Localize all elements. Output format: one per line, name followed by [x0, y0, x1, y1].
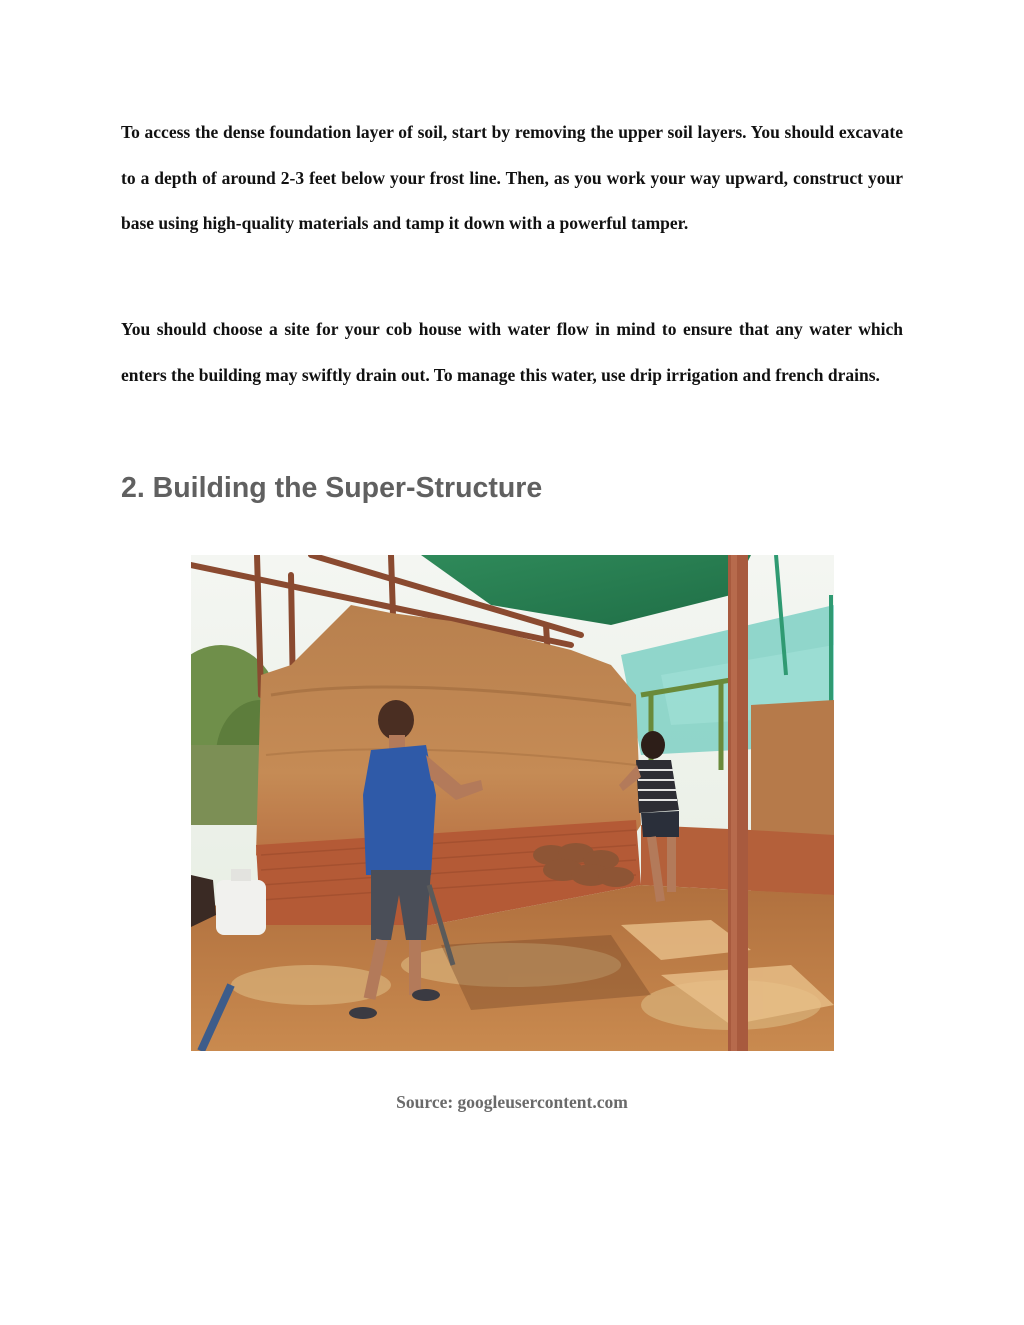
figure-caption: Source: googleusercontent.com: [396, 1092, 628, 1112]
cob-wall-construction-photo: [191, 555, 834, 1051]
paragraph-water-flow: You should choose a site for your cob house with water flow in mind to ensure that any water which enters the building may swiftly drain out. To manage this water, use drip irrigation and french drains.: [121, 319, 903, 385]
photo-illustration: [191, 555, 834, 1051]
paragraph-foundation: To access the dense foundation layer of soil, start by removing the upper soil layers. You should excavate to a depth of around 2-3 feet below your frost line. Then, as you work your way upward, construct your base using high-quality materials and tamp it down with a powerful tamper.: [121, 122, 903, 233]
section-heading: 2. Building the Super-Structure: [121, 472, 543, 504]
